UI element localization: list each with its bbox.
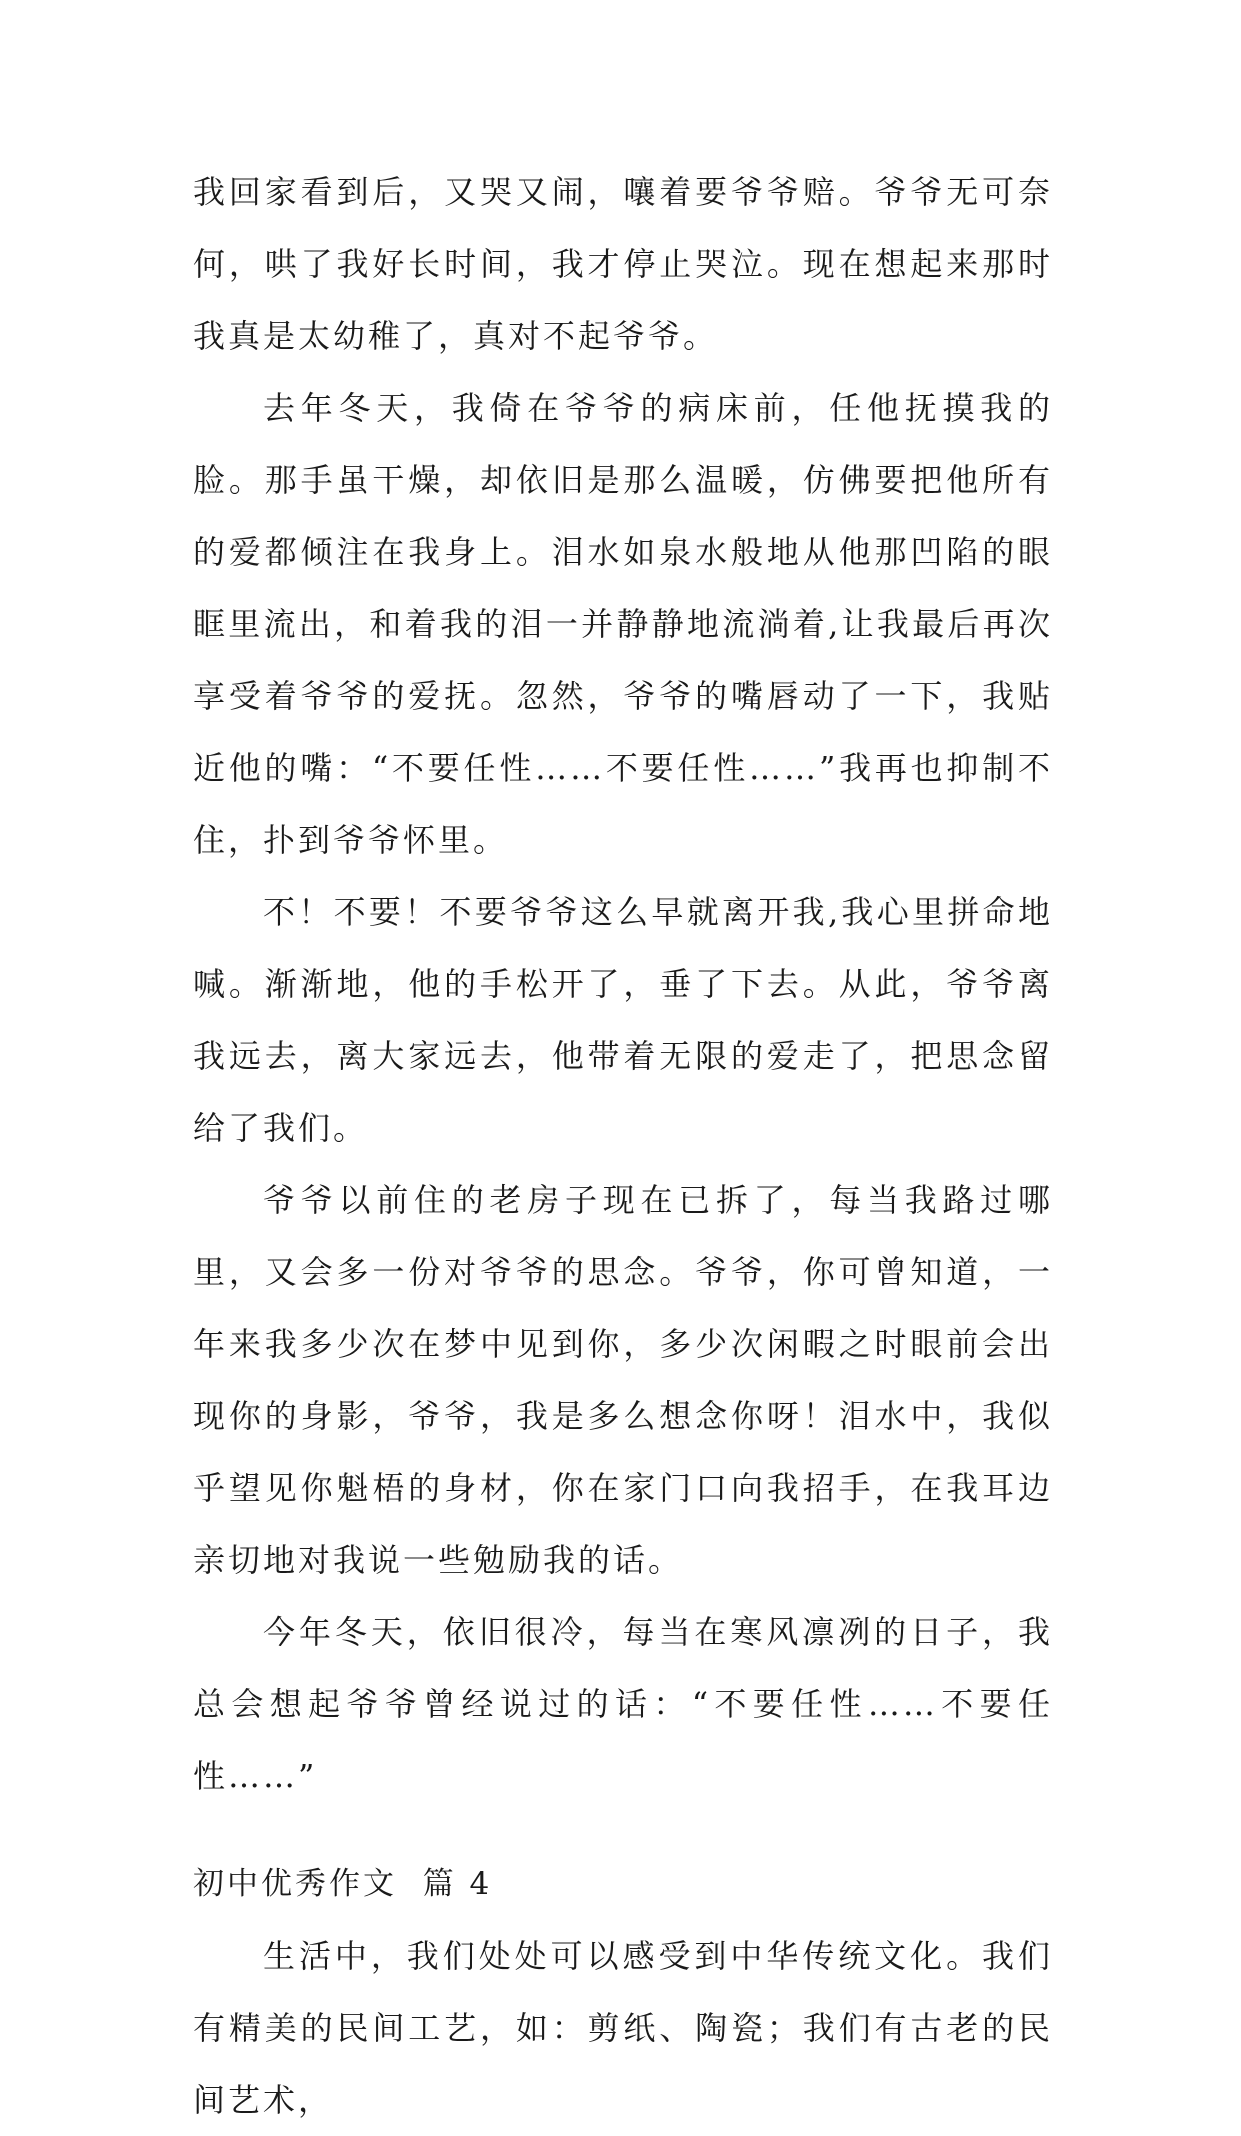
section-paragraph-1: 生活中，我们处处可以感受到中华传统文化。我们有精美的民间工艺，如：剪纸、陶瓷；我们有古老的民间艺术， (193, 1937, 1053, 2119)
section-heading: 初中优秀作文 篇 4 (193, 1866, 493, 1902)
document-body (193, 156, 1053, 2136)
paragraph-5: 今年冬天，依旧很冷，每当在寒风凛冽的日子，我总会想起爷爷曾经说过的话：“不要任性……不要任性……” (193, 1613, 1053, 1795)
paragraph-1: 我回家看到后，又哭又闹，嚷着要爷爷赔。爷爷无可奈何，哄了我好长时间，我才停止哭泣。现在想起来那时我真是太幼稚了，真对不起爷爷。 (193, 173, 1053, 355)
paragraph-2: 去年冬天，我倚在爷爷的病床前，任他抚摸我的脸。那手虽干燥，却依旧是那么温暖，仿佛要把他所有的爱都倾注在我身上。泪水如泉水般地从他那凹陷的眼眶里流出，和着我的泪一并静静地流淌着,让我最后再次享受着爷爷的爱抚。忽然，爷爷的嘴唇动了一下，我贴近他的嘴：“不要任性……不要任性……”我再也抑制不住，扑到爷爷怀里。 (193, 389, 1053, 859)
paragraph-3: 不！不要！不要爷爷这么早就离开我,我心里拼命地喊。渐渐地，他的手松开了，垂了下去。从此，爷爷离我远去，离大家远去，他带着无限的爱走了，把思念留给了我们。 (193, 893, 1053, 1147)
paragraph-4: 爷爷以前住的老房子现在已拆了，每当我路过哪里，又会多一份对爷爷的思念。爷爷，你可曾知道，一年来我多少次在梦中见到你，多少次闲暇之时眼前会出现你的身影，爷爷，我是多么想念你呀！泪水中，我似乎望见你魁梧的身材，你在家门口向我招手，在我耳边亲切地对我说一些勉励我的话。 (193, 1181, 1053, 1579)
